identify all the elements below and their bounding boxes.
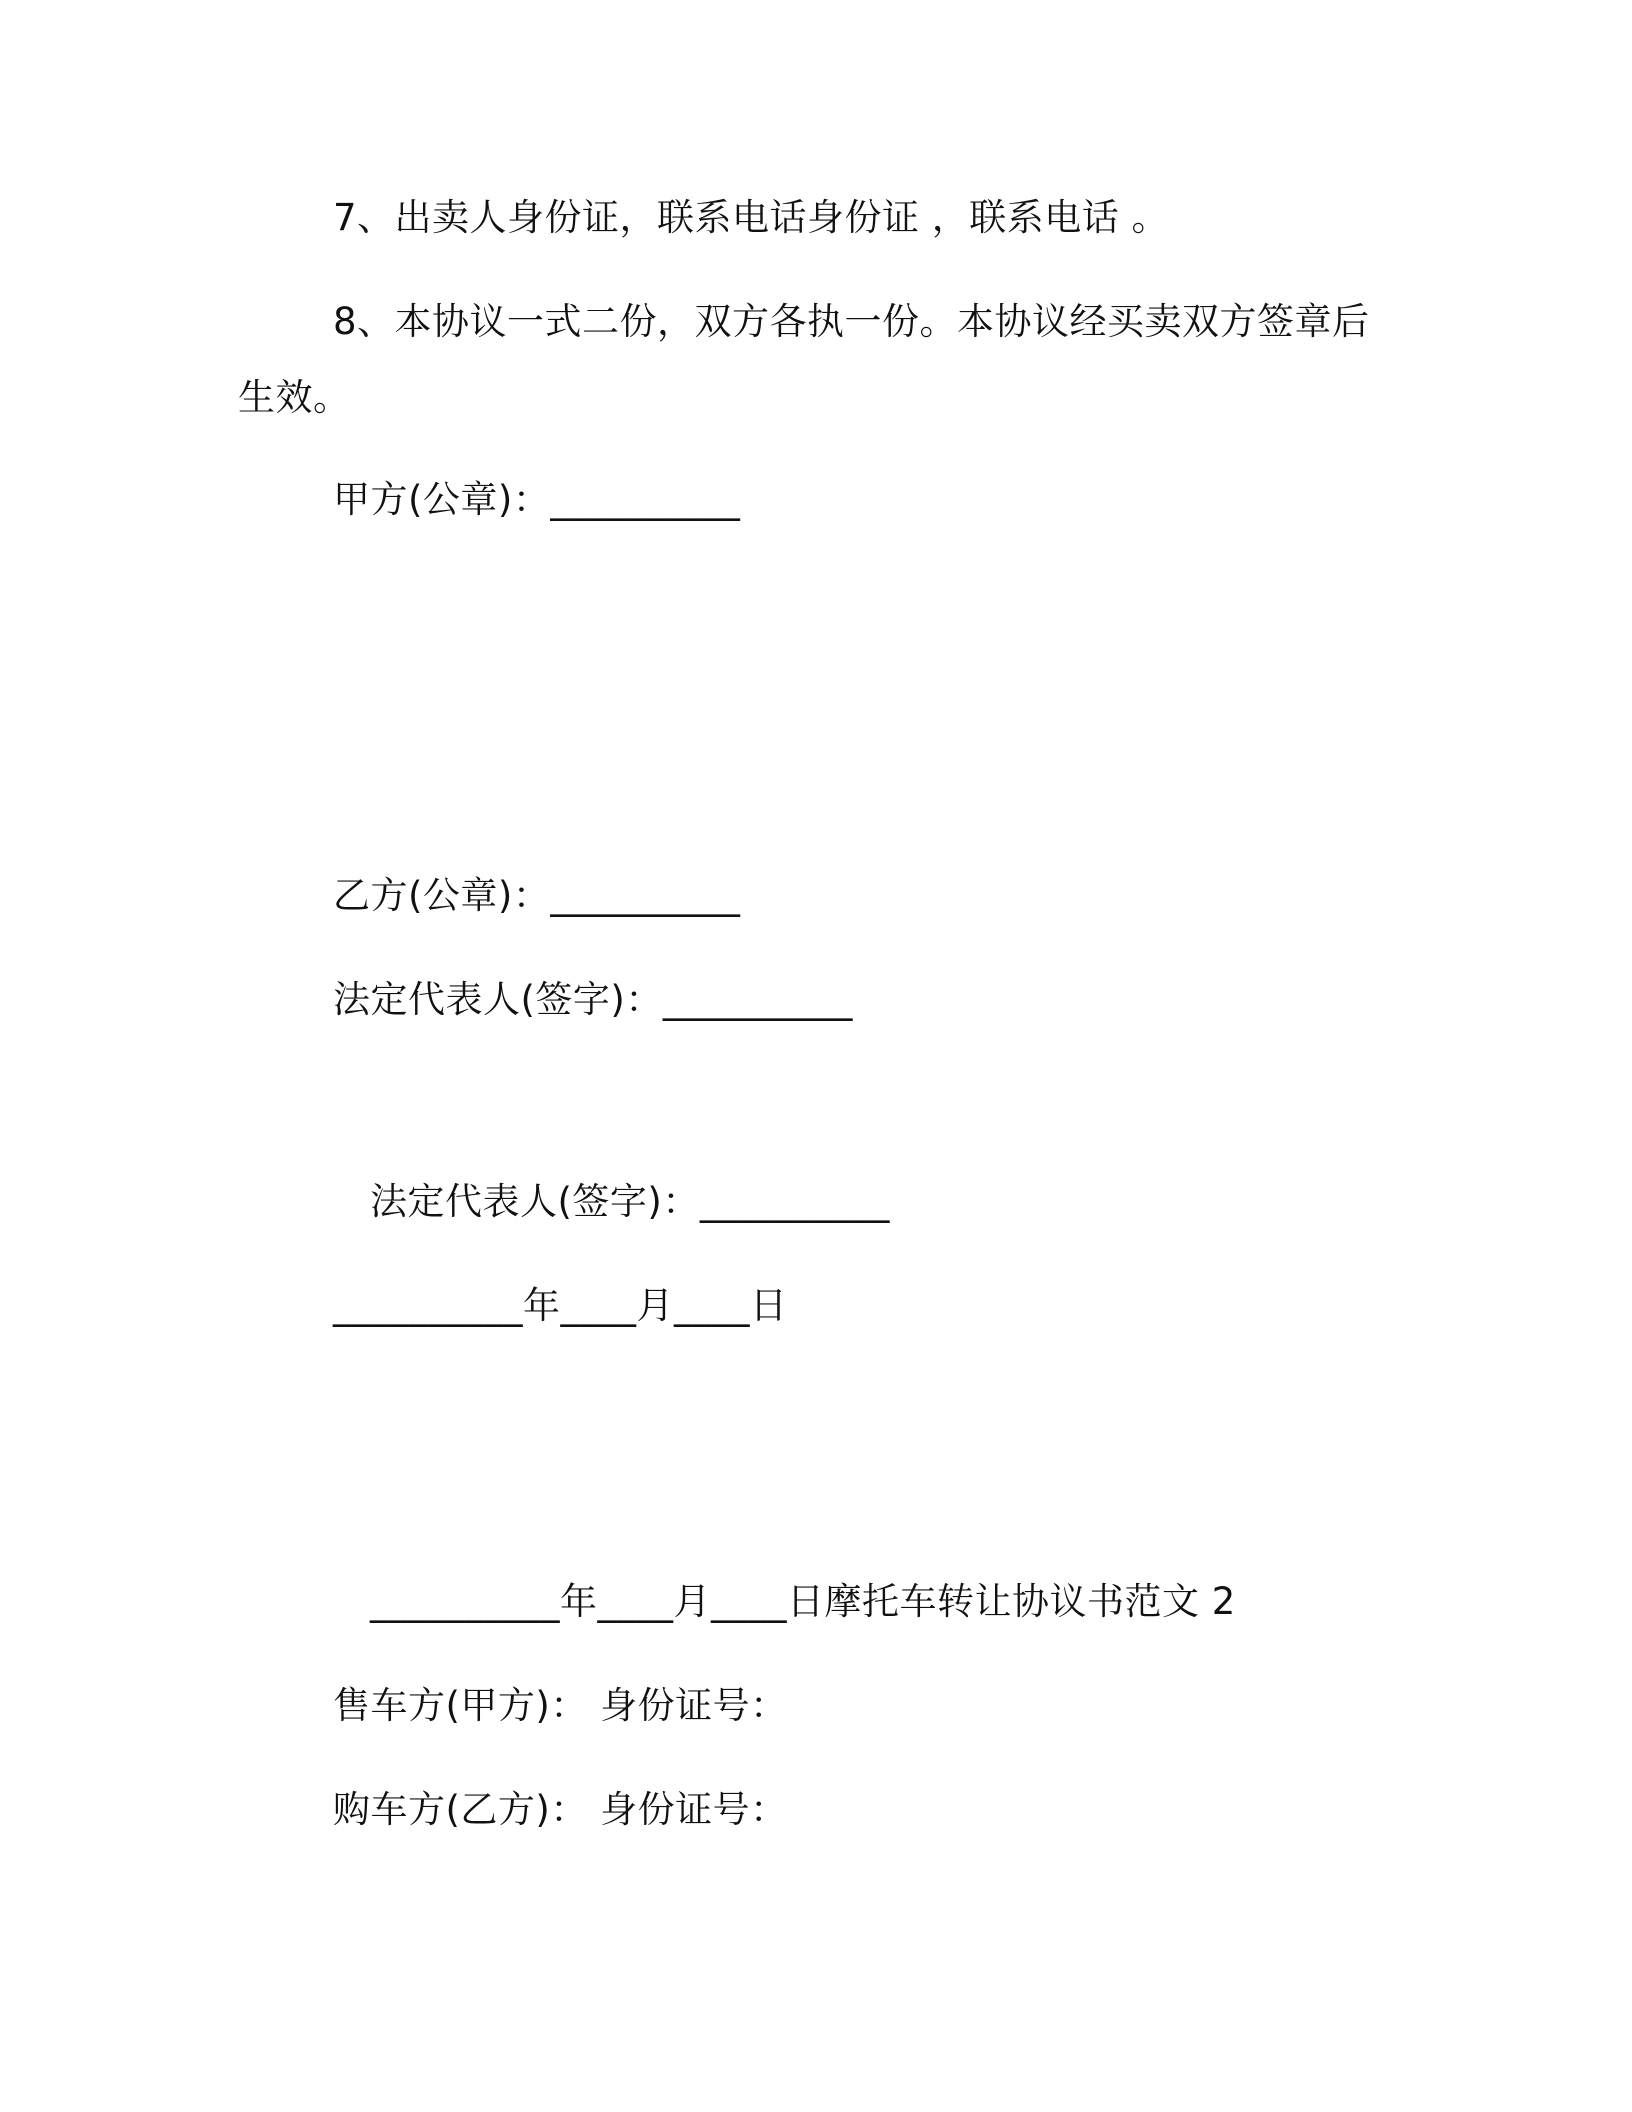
buyer-line: 购车方(乙方)： 身份证号：: [333, 1788, 788, 1831]
date-line: __________年____月____日: [333, 1284, 788, 1327]
clause-7: 7、出卖人身份证，联系电话身份证 ，联系电话 。: [333, 196, 1170, 239]
clause-8-line-1: 8、本协议一式二份，双方各执一份。本协议经买卖双方签章后: [333, 300, 1370, 343]
section-title-2: __________年____月____日摩托车转让协议书范文 2: [370, 1580, 1236, 1623]
party-a-seal: 甲方(公章)：__________: [333, 478, 741, 521]
legal-representative-signature-2: 法定代表人(签字)：__________: [370, 1180, 890, 1223]
seller-line: 售车方(甲方)： 身份证号：: [333, 1684, 788, 1727]
legal-representative-signature-1: 法定代表人(签字)：__________: [333, 978, 853, 1021]
party-b-seal: 乙方(公章)：__________: [333, 874, 741, 917]
clause-8-line-2: 生效。: [238, 376, 351, 419]
